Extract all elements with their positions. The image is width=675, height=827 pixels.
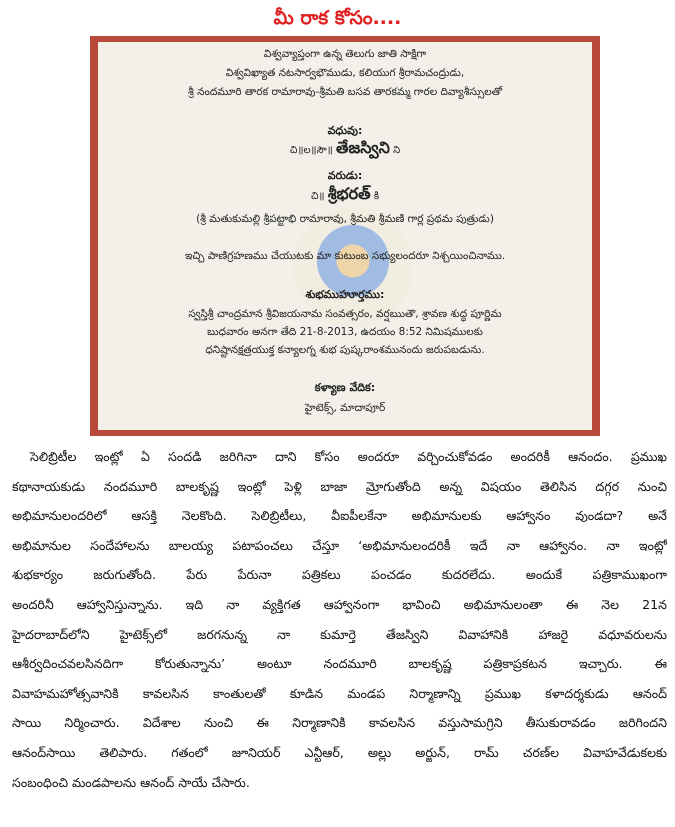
groom-name: శ్రీభరత్ <box>327 184 371 203</box>
muhurtham-line: బుధవారం అనగా తేది 21-8-2013, ఉదయం 8:52 నిమిషములకు <box>207 326 483 338</box>
article-line: ఆనంద్‌సాయి తెలిపారు. గతంలో జూనియర్ ఎన్టీఆర్, అల్లు అర్జున్, రామ్ చరణ్‌ల వివాహవేడుకలకు <box>12 744 667 760</box>
groom-name-line <box>98 184 592 207</box>
page-title: మీ రాక కోసం.... <box>273 7 402 29</box>
article-line: అభిమానుల సందేహాలను బాలయ్య పటాపంచలు చేస్తూ ‘అభిమానులందరికీ ఇదే నా ఆహ్వానం. నా ఇంట్లో <box>12 537 667 553</box>
venue-heading: కళ్యాణ వేదిక: <box>314 381 376 394</box>
invitation-card-photo <box>90 36 600 436</box>
invitation-line: విశ్వవిఖ్యాత నటసార్వభౌముడు, కలియుగ శ్రీరామచంద్రుడు, <box>225 67 465 79</box>
article-line: కథానాయకుడు నందమూరి బాలకృష్ణ ఇంట్లో పెళ్లి బాజా మ్రోగుతోంది అన్న విషయం తెలిసిన దగ్గర నుంచి <box>12 478 667 494</box>
muhurtham-line: ధనిష్టానక్షత్రయుక్త కన్యాలగ్న శుభ పుష్కరాంశమునందు జరుపబడును. <box>205 344 485 356</box>
muhurtham-line: స్వస్తిశ్రీ చాంద్రమాన శ్రీవిజయనామ సంవత్సరం, వర్షఋతౌ, శ్రావణ శుద్ధ పూర్ణిమ <box>188 308 502 320</box>
article-line: శుభకార్యం జరుగుతోంది. పేరు పేరునా పత్రికలు పంచడం కుదరలేదు. అందుకే పత్రికాముఖంగా <box>12 567 667 583</box>
bride-name: తేజస్విని <box>336 138 390 157</box>
groom-suffix: కి <box>373 191 380 202</box>
article-line: సెలిబ్రిటీల ఇంట్లో ఏ సందడి జరిగినా దాని కోసం అందరూ వర్చించుకోవడం అందరికీ ఆనందం. ప్రముఖ <box>30 449 667 464</box>
muhurtham-heading: శుభముహూర్తము: <box>305 288 385 301</box>
bride-prefix: చి॥ల॥సౌ॥ <box>289 145 333 156</box>
article-line: అందరినీ ఆహ్వానిస్తున్నాను. ఇది నా వ్యక్తిగత ఆహ్వానంగా భావించి అభిమానులంతా ఈ నెల 21న <box>12 596 667 612</box>
article-line: ఆశీర్వదించవలసినదిగా కోరుతున్నాను’ అంటూ నందమూరి బాలకృష్ణ పత్రికాప్రకటన ఇచ్చారు. ఈ <box>12 656 667 672</box>
article-line: అభిమానులందరిలో ఆసక్తి నెలకొంది. సెలిబ్రిటీలు, వీఐపీలకేనా అభిమానులకు ఆహ్వానం వుండదా? అనే <box>12 508 667 524</box>
article-line: వివాహమహోత్సవానికి కావలసిన కాంతులతో కూడిన మండప నిర్మాణాన్ని ప్రముఖ కళాదర్శకుడు ఆనంద్ <box>12 685 667 701</box>
article-body <box>12 442 667 797</box>
article-line: సంబంధించి మండపాలను ఆనంద్ సాయే చేసారు. <box>12 774 250 790</box>
article-line: సాయి నిర్మించారు. విదేశాల నుంచి ఈ నిర్మాణానికి కావలసిన వస్తుసామగ్రిని తీసుకురావడం జరిగిందని <box>12 715 667 731</box>
venue-name: హైటెక్స్, మాదాపూర్ <box>304 402 386 414</box>
invitation-card <box>98 42 592 430</box>
groom-parents-line: (శ్రీ మతుకుమల్లి శ్రీపట్టాభి రామారావు, శ్రీమతి శ్రీమణి గార్ల ప్రథమ పుత్రుడు) <box>196 213 494 225</box>
article-line: హైదరాబాద్‌లోని హైటెక్స్‌లో జరగనున్న నా కుమార్తె తేజస్విని వివాహానికి హాజరై వధూవరులను <box>12 626 667 642</box>
bride-name-line <box>98 138 592 161</box>
groom-heading: వరుడు: <box>327 169 363 182</box>
groom-prefix: చి॥ <box>310 191 325 202</box>
invitation-line: శ్రీ నందమూరి తారక రామారావు-శ్రీమతి బసవ తారకమ్మ గారల దివ్యాశీస్సులతో <box>188 86 502 98</box>
bride-suffix: ని <box>393 145 401 156</box>
invitation-line: ఇచ్చి పాణిగ్రహణము చేయుటకు మా కుటుంబ సభ్యులందరూ నిశ్చయించినాము. <box>184 250 506 262</box>
invitation-line: విశ్వవ్యాప్తంగా ఉన్న తెలుగు జాతి సాక్షిగా <box>263 48 427 60</box>
bride-heading: వధువు: <box>327 124 363 137</box>
